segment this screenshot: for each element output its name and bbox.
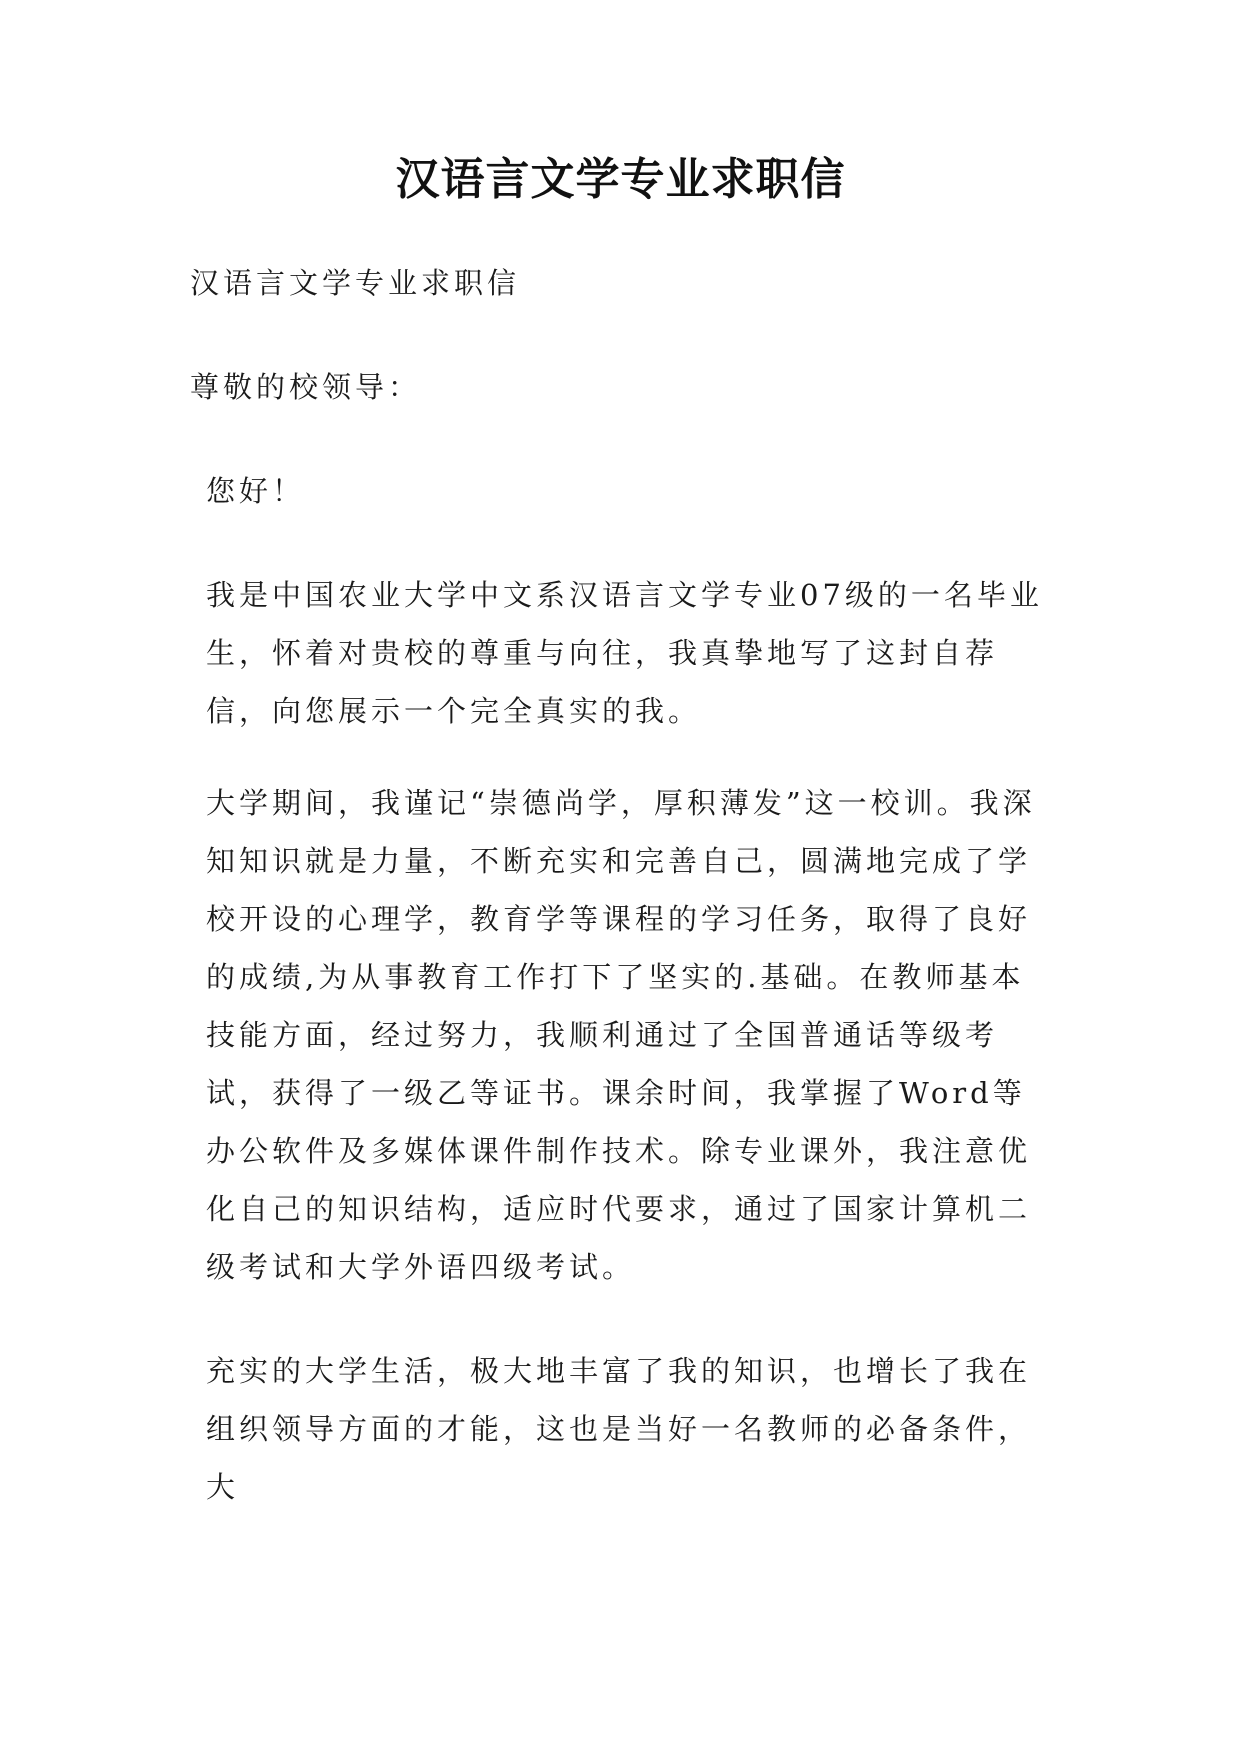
salutation-block [190,358,1050,416]
greeting-block [190,462,1050,520]
document-title: 汉语言文学专业求职信 [395,154,846,205]
paragraph-3-block [190,1342,1050,1516]
paragraph-3: 充实的大学生活，极大地丰富了我的知识，也增长了我在组织领导方面的才能，这也是当好一名教师的必备条件，大 [206,1354,1032,1504]
greeting: 您好！ [206,474,306,508]
salutation: 尊敬的校领导： [190,370,422,404]
paragraph-2-block [190,774,1050,1296]
paragraph-2: 大学期间，我谨记“崇德尚学，厚积薄发”这一校训。我深知知识就是力量，不断充实和完善自己，圆满地完成了学校开设的心理学，教育学等课程的学习任务，取得了良好的成绩,为从事教育工作打下了坚实的.基础。在教师基本技能方面，经过努力，我顺利通过了全国普通话等级考试，获得了一级乙等证书。课余时间，我掌握了Word等办公软件及多媒体课件制作技术。除专业课外，我注意优化自己的知识结构，适应时代要求，通过了国家计算机二级考试和大学外语四级考试。 [206,786,1036,1284]
document-subtitle [190,254,1050,312]
paragraph-1-block [190,566,1050,740]
paragraph-1: 我是中国农业大学中文系汉语言文学专业07级的一名毕业生，怀着对贵校的尊重与向往，我真挚地写了这封自荐信，向您展示一个完全真实的我。 [206,578,1043,728]
subtitle-line: 汉语言文学专业求职信 [190,266,521,300]
